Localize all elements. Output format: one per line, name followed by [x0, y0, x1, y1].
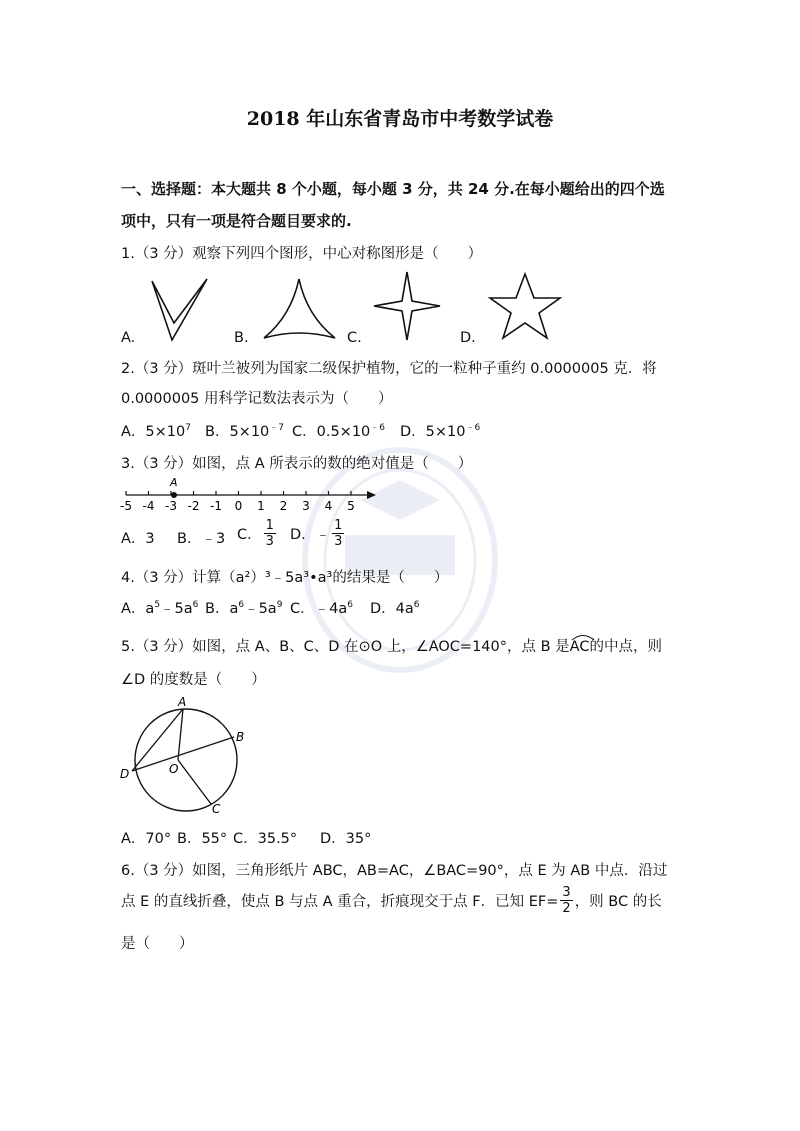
- q1-figure-v-shape: [145, 276, 215, 344]
- number-line-tick-label: -3: [165, 499, 177, 513]
- q2-stem-line1: 2.（3 分）斑叶兰被列为国家二级保护植物，它的一粒种子重约 0.0000005 克．将: [121, 361, 657, 377]
- q5-stem-line1: 5.（3 分）如图，点 A、B、C、D 在⊙O 上，∠AOC=140°，点 B 是 AC的中点，则: [121, 635, 662, 656]
- section-heading-line1: 一、选择题：本大题共 8 个小题，每小题 3 分，共 24 分.在每小题给出的四个选: [121, 180, 665, 198]
- q1-figure-four-point-star: [372, 270, 442, 342]
- q4-stem: 4.（3 分）计算（a²）³﹣5a³•a³的结果是（ ）: [121, 570, 449, 586]
- page-title: 2018 年山东省青岛市中考数学试卷: [246, 108, 554, 130]
- q5-label-a: A: [178, 695, 187, 709]
- q3-option-d[interactable]: D．﹣ $\frac{1}{3}$: [290, 518, 343, 549]
- number-line-tick-label: 4: [324, 499, 333, 513]
- q1-option-a[interactable]: A.: [121, 330, 136, 346]
- q3-option-c[interactable]: C． $\frac{1}{3}$: [237, 518, 274, 549]
- q4-option-c[interactable]: C．$﹣4a^6$: [290, 600, 353, 617]
- q1-figure-five-point-star: [487, 271, 563, 341]
- q1-option-d[interactable]: D.: [460, 330, 476, 346]
- number-line-tick-label: 2: [279, 499, 288, 513]
- number-line-tick-label: 5: [347, 499, 355, 513]
- q5-circle-figure: [116, 694, 252, 814]
- number-line-tick-label: -1: [210, 499, 222, 513]
- q3-stem: 3.（3 分）如图，点 A 所表示的数的绝对值是（ ）: [121, 456, 473, 472]
- q2-option-b[interactable]: B．$5\times 10^{﹣7}$: [205, 423, 285, 440]
- q1-stem: 1.（3 分）观察下列四个图形，中心对称图形是（ ）: [121, 246, 483, 262]
- q3-option-a[interactable]: A．3: [121, 531, 155, 547]
- q2-option-c[interactable]: C．$0.5\times 10^{﹣6}$: [292, 423, 386, 440]
- q3-point-a-label: A: [170, 476, 178, 489]
- section-heading-line2: 项中，只有一项是符合题目要求的.: [121, 212, 352, 230]
- q1-option-c[interactable]: C.: [347, 330, 362, 346]
- q5-option-a[interactable]: A．70°: [121, 831, 172, 847]
- q2-option-a[interactable]: A．$5\times 10^7$: [121, 423, 191, 440]
- number-line-tick-label: -4: [142, 499, 155, 513]
- q1-option-b[interactable]: B.: [234, 330, 249, 346]
- q2-option-d[interactable]: D．$5\times 10^{﹣6}$: [400, 423, 481, 440]
- q2-stem-line2: 0.0000005 用科学记数法表示为（ ）: [121, 391, 393, 407]
- q4-option-d[interactable]: D．$4a^6$: [370, 600, 420, 617]
- q6-stem-line1: 6.（3 分）如图，三角形纸片 ABC，AB=AC，∠BAC=90°，点 E 为 AB 中点．沿过: [121, 863, 668, 879]
- number-line-tick-label: 3: [302, 499, 310, 513]
- number-line-tick-label: 1: [257, 499, 265, 513]
- number-line-tick-label: -5: [120, 499, 132, 513]
- q3-option-b[interactable]: B．﹣3: [177, 531, 226, 547]
- number-line-tick-label: -2: [187, 499, 200, 513]
- q4-option-a[interactable]: A．$a^5﹣5a^6$: [121, 600, 199, 617]
- q4-option-b[interactable]: B．$a^6﹣5a^9$: [205, 600, 283, 617]
- q5-option-d[interactable]: D．35°: [320, 831, 372, 847]
- q3-number-line: [118, 474, 380, 516]
- q5-label-b: B: [236, 730, 245, 744]
- q1-figure-curved-triangle: [258, 276, 340, 344]
- q5-label-c: C: [212, 802, 221, 814]
- q5-label-d: D: [120, 767, 130, 781]
- q5-stem-line2: ∠D 的度数是（ ）: [121, 672, 266, 688]
- q6-stem-line3: 是（ ）: [121, 936, 194, 952]
- q5-option-c[interactable]: C．35.5°: [233, 831, 298, 847]
- number-line-tick-label: 0: [234, 499, 243, 513]
- q5-option-b[interactable]: B．55°: [177, 831, 228, 847]
- q5-label-o: O: [169, 762, 179, 776]
- q6-stem-line2: 点 E 的直线折叠，使点 B 与点 A 重合，折痕现交于点 F．已知 EF= $\frac{3}{2}$ ，则 BC 的长: [121, 885, 662, 916]
